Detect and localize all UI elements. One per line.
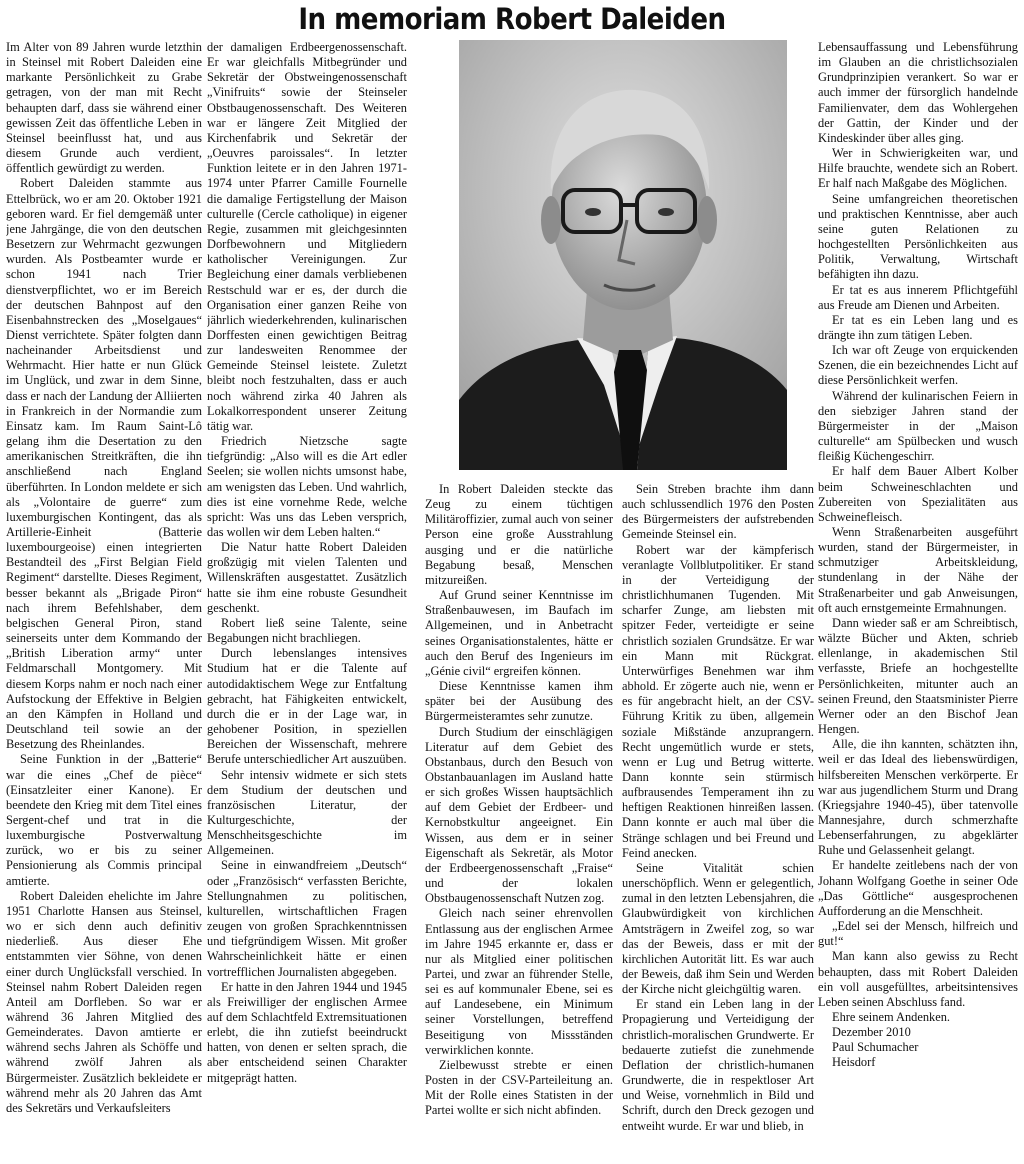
text-column-2: [207, 40, 407, 1164]
paragraph: Seine in einwandfreiem „Deutsch“ oder „Französisch“ verfassten Berichte, Stellungnahmen zu politischen, kulturellen, wirtschaftlichen Fragen zeugen von großen Sprachkenntnissen und tiefgründigem Wissen. Mit großer Wahrscheinlichkeit hätte er einen vortrefflichen Journalisten abgegeben.: [207, 858, 407, 979]
paragraph: Ich war oft Zeuge von erquickenden Szenen, die ein bezeichnendes Licht auf diese Persönlichkeit werfen.: [818, 343, 1018, 388]
paragraph: Sehr intensiv widmete er sich stets dem Studium der deutschen und französischen Literatur, der Kulturgeschichte, der Menschheitsgeschichte im Allgemeinen.: [207, 767, 407, 858]
paragraph: Er half dem Bauer Albert Kolber beim Schweineschlachten und Zubereiten von Spezialitäten aus Schweinefleisch.: [818, 464, 1018, 524]
paragraph: Die Natur hatte Robert Daleiden großzügig mit vielen Talenten und Willenskräften ausgestattet. Zusätzlich hatte sie ihm eine robuste Gesundheit geschenkt.: [207, 540, 407, 615]
paragraph: In Robert Daleiden steckte das Zeug zu einem tüchtigen Militäroffizier, zumal auch von seiner Person eine große Ausstrahlung ausging und er die natürliche Begabung besaß, Menschen mitzureißen.: [425, 482, 613, 587]
paragraph: Wenn Straßenarbeiten ausgeführt wurden, stand der Bürgermeister, in schmutziger Arbeitskleidung, stundenlang in der Nähe der Straßenarbeiter und gab Anweisungen, oft auch ernstgemeinte Ermahnungen.: [818, 525, 1018, 615]
closing-signature: [818, 1010, 1018, 1071]
paragraph: Zielbewusst strebte er einen Posten in der CSV-Parteileitung an. Mit der Rolle eines Statisten in der Partei wollte er sich nicht abfinden.: [425, 1057, 613, 1118]
portrait-photo: [459, 40, 787, 470]
paragraph: „Edel sei der Mensch, hilfreich und gut!“: [818, 919, 1018, 949]
headline: In memoriam Robert Daleiden: [298, 2, 726, 36]
paragraph: Robert Daleiden stammte aus Ettelbrück, wo er am 20. Oktober 1921 geboren ward. Er fiel demgemäß unter jene Jahrgänge, die von den deutschen Besetzern zur Wehrmacht gezwungen wurden. Als Postbeamter wurde er schon 1941 nach Trier dienstverpflichtet, wo er im Bereich der deutschen Bahnpost auf den Eisenbahnstrecken des „Moselgaues“ Dienst verrichtete. Später folgten dann nacheinander Arbeitsdienst und Wehrmacht. Hier hatte er nun Glück im Unglück, und zwar in dem Sinne, dass er nach der Landung der Alliierten in Frankreich in der Normandie zum Einsatz kam. Im Raum Saint-Lô gelang ihm die Desertation zu den amerikanischen Streitkräften, die ihn anschließend nach England überführten. In London meldete er sich als „Volontaire de guerre“ zum luxemburgischen Kontingent, das als Artillerie-Einheit (Batterie luxembourgeoise) einen integrierten Bestandteil des „First Belgian Field Regiment“ darstellte. Dieses Regiment, besser bekannt als „Brigade Piron“ nach ihrem Befehlshaber, dem belgischen General Piron, stand seinerseits unter dem Kommando der „British Liberation army“ unter Feldmarschall Montgomery. Mit diesem Korps nahm er noch nach einer Aufstockung der Effektive in Belgien an den Kämpfen in Holland und Deutschland teil sowie an der Besetzung des Rheinlandes.: [6, 176, 202, 752]
paragraph: Im Alter von 89 Jahren wurde letzthin in Steinsel mit Robert Daleiden eine markante Persönlichkeit zu Grabe getragen, von der man mit Recht behaupten darf, dass sie während einer gewissen Zeit das öffentliche Leben in Steinsel beeinflusst hat, und aus diesem Grunde auch verdient, öffentlich gewürdigt zu werden.: [6, 40, 202, 176]
paragraph: Während der kulinarischen Feiern in den siebziger Jahren stand der Bürgermeister in der „Maison culturelle“ am Spülbecken und wusch fleißig Küchengeschirr.: [818, 388, 1018, 464]
paragraph: Er hatte in den Jahren 1944 und 1945 als Freiwilliger der englischen Armee auf dem Schlachtfeld Extremsituationen erlebt, die ihn zutiefst beeindruckt hatten, von denen er selten sprach, die aber entscheidend seinen Charakter mitgeprägt hatten.: [207, 979, 407, 1085]
paragraph: Robert ließ seine Talente, seine Begabungen nicht brachliegen.: [207, 615, 407, 646]
paragraph: Man kann also gewiss zu Recht behaupten, dass mit Robert Daleiden ein voll ausgefülltes, arbeitsintensives Leben seinen Abschluss fand.: [818, 949, 1018, 1009]
paragraph: Er tat es ein Leben lang und es drängte ihn zum tätigen Leben.: [818, 312, 1018, 342]
text-column-3: [425, 482, 613, 1164]
paragraph: Er stand ein Leben lang in der Propagierung und Verteidigung der christlich-moralischen Grundwerte. Er bedauerte zutiefst die zunehmende Deflation der christlich-humanen Grundwerte, die in respektloser Art und Weise, vornehmlich in Bild und Schrift, durch den Dreck gezogen und entweiht wurde. Er war und blieb, in: [622, 997, 814, 1133]
paragraph: Gleich nach seiner ehrenvollen Entlassung aus der englischen Armee im Jahre 1945 erkannte er, dass er nur als Mitglied einer politischen Partei, und zwar an führender Stelle, sei es auf kommunaler Ebene, sei es auf Landesebene, ein Minimum seiner Vorstellungen, betreffend Beseitigung von Missständen verwirklichen konnte.: [425, 906, 613, 1057]
paragraph: Seine umfangreichen theoretischen und praktischen Kenntnisse, aber auch seine guten Relationen zu hochgestellten Persönlichkeiten aus Politik, Verwaltung, Wirtschaft befähigten ihn dazu.: [818, 191, 1018, 282]
closing-line: Ehre seinem Andenken.: [832, 1010, 951, 1024]
closing-date: Dezember 2010: [832, 1025, 911, 1040]
paragraph: Auf Grund seiner Kenntnisse im Straßenbauwesen, im Baufach im Allgemeinen, und in Anbetracht seines Organisationstalentes, hätte er auch den Beruf des Ingenieurs im „Génie civil“ ergreifen können.: [425, 588, 613, 678]
author-name: Paul Schumacher: [832, 1040, 919, 1055]
paragraph: Seine Funktion in der „Batterie“ war die eines „Chef de pièce“ (Einsatzleiter einer Kanone). Er beendete den Krieg mit dem Titel eines Sergent-chef und trat in die luxemburgische Postverwaltung zurück, wo er bis zu seiner Pensionierung als Commis principal amtierte.: [6, 752, 202, 888]
author-location: Heisdorf: [832, 1055, 876, 1070]
text-column-4: [622, 482, 814, 1164]
paragraph: Dann wieder saß er am Schreibtisch, wälzte Bücher und Akten, schrieb ellenlange, in akademischen Stil verfasste, Briefe an hochgestellte Persönlichkeiten, mitunter auch an seinen Freund, den Staatsminister Pierre Werner oder an den Bischof Jean Hengen.: [818, 615, 1018, 737]
paragraph: Diese Kenntnisse kamen ihm später bei der Ausübung des Bürgermeisteramtes sehr zunutze.: [425, 679, 613, 724]
paragraph: Er handelte zeitlebens nach der von Johann Wolfgang Goethe in seiner Ode „Das Göttliche“ ausgesprochenen Aufforderung an die Menschheit.: [818, 858, 1018, 918]
paragraph: der damaligen Erdbeergenossenschaft. Er war gleichfalls Mitbegründer und Sekretär der Obstweingenossenschaft „Vinifruits“ sowie der Steinseler Obstbaugenossenschaft. Des Weiteren war er längere Zeit Mitglied der Kirchenfabrik und Sekretär der „Oeuvres paroissales“. In letzter Funktion leitete er in den Jahren 1971-1974 unter Pfarrer Camille Fournelle die damalige Fertigstellung der Maison culturelle (Cercle catholique) in eigener Regie, zusammen mit gleichgesinnten Dorfbewohnern und Mitgliedern katholischer Vereinigungen. Zur Begleichung einer damals verbliebenen Restschuld war er es, der durch die Organisation einer ganzen Reihe von jährlich wiederkehrenden, kulinarischen Dorffesten einen gewichtigen Beitrag zur landesweiten Renommee der Gemeinde Steinsel leistete. Zuletzt bleibt noch festzuhalten, dass er auch noch während zirka 40 Jahren als Lokalkorrespondent unserer Zeitung tätig war.: [207, 40, 407, 433]
paragraph: Seine Vitalität schien unerschöpflich. Wenn er gelegentlich, zumal in den letzten Lebensjahren, die Glaubwürdigkeit von kirchlichen Amtsträgern in Zweifel zog, so war das der Beweis, dass er mit der kirchlichen Autorität litt. Es war auch der Beweis, daß ihm Sein und Werden der Kirche nicht gleichgültig waren.: [622, 860, 814, 997]
paragraph: Wer in Schwierigkeiten war, und Hilfe brauchte, wendete sich an Robert. Er half nach Maßgabe des Möglichen.: [818, 146, 1018, 191]
paragraph: Robert Daleiden ehelichte im Jahre 1951 Charlotte Hansen aus Steinsel, wo er sich denn auch definitiv niederließ. Aus dieser Ehe entstammten vier Söhne, von denen einer durch Unglücksfall verschied. In Steinsel nahm Robert Daleiden regen Anteil am Dorfleben. So war er während 36 Jahren Mitglied des Gemeinderates. Davon amtierte er während sechs Jahren als Schöffe und während zwölf Jahren als Bürgermeister. Zusätzlich bekleidete er während mehr als 20 Jahren das Amt des Sekretärs und Verkaufsleiters: [6, 888, 202, 1115]
paragraph: Alle, die ihn kannten, schätzten ihn, weil er das Ideal des liebenswürdigen, hilfsbereiten Menschen verkörperte. Er war aus jugendlichem Sturm und Drang (Kriegsjahre 1940-45), über tatenvolle Mannesjahre, durch schmerzhafte Lebenserfahrungen, zu abgeklärter Ruhe und Gelassenheit gelangt.: [818, 737, 1018, 858]
portrait-illustration: [459, 40, 787, 470]
text-column-5: [818, 40, 1018, 1164]
paragraph: Lebensauffassung und Lebensführung im Glauben an die christlichsozialen Grundprinzipien verankert. So war er auch immer der fürsorglich handelnde Familienvater, dem das Wohlergehen der Gattin, der Kinder und der Kindeskinder über alles ging.: [818, 40, 1018, 145]
paragraph: Robert war der kämpferisch veranlagte Vollblutpolitiker. Er stand in der Verteidigung der christlichhumanen Tugenden. Mit scharfer Zunge, am liebsten mit spitzer Feder, verteidigte er seine christlich sozialen Grundsätze. Er war ein Mann mit Rückgrat. Unterwürfiges Benehmen war ihm abhold. Er zögerte auch nie, wenn er es für angebracht hielt, an der CSV-Führung Kritik zu üben, allgemein soziale Mißstände anzuprangern. Recht ungemütlich wurde er stets, wenn er Lug und Betrug witterte. Dann konnte sein stürmisch aufbrausendes Temperament ihn zu heftigen Reaktionen hinreißen lassen. Dann konnte er auch mal über die Stränge schlagen und bei Freund und Feind anecken.: [622, 542, 814, 860]
paragraph: Er tat es aus innerem Pflichtgefühl aus Freude am Dienen und Arbeiten.: [818, 282, 1018, 312]
paragraph: Durch lebenslanges intensives Studium hat er die Talente auf autodidaktischem Wege zur Entfaltung gebracht, hat Fähigkeiten entwickelt, durch die er in der Lage war, in gehobener Position, in speziellen Bereichen der Wissenschaft, mehrere Berufe unterschiedlicher Art auszuüben.: [207, 646, 407, 767]
paragraph: Friedrich Nietzsche sagte tiefgründig: „Also will es die Art edler Seelen; sie wollen nichts umsonst habe, am wenigsten das Leben. Und wahrlich, dies ist eine vornehme Rede, welche spricht: Was uns das Leben versprich, das wollen wir dem Leben halten.“: [207, 434, 407, 539]
text-column-1: [6, 40, 202, 1164]
paragraph: Durch Studium der einschlägigen Literatur auf dem Gebiet des Obstanbaus, durch den Besuch von Obstanbauanlagen im Ausland hatte er sich großes Wissen hauptsächlich auf dem Gebiet der Erdbeer- und Kernobstkultur angeeignet. Ein Wissen, aus dem er in seiner Eigenschaft als Sekretär, als Motor der Erdbeergenossenschaft „Fraise“ und der lokalen Obstbaugenossenschaft Nutzen zog.: [425, 724, 613, 906]
paragraph: Sein Streben brachte ihm dann auch schlussendlich 1976 den Posten des Bürgermeisters der aufstrebenden Gemeinde Steinsel ein.: [622, 482, 814, 542]
